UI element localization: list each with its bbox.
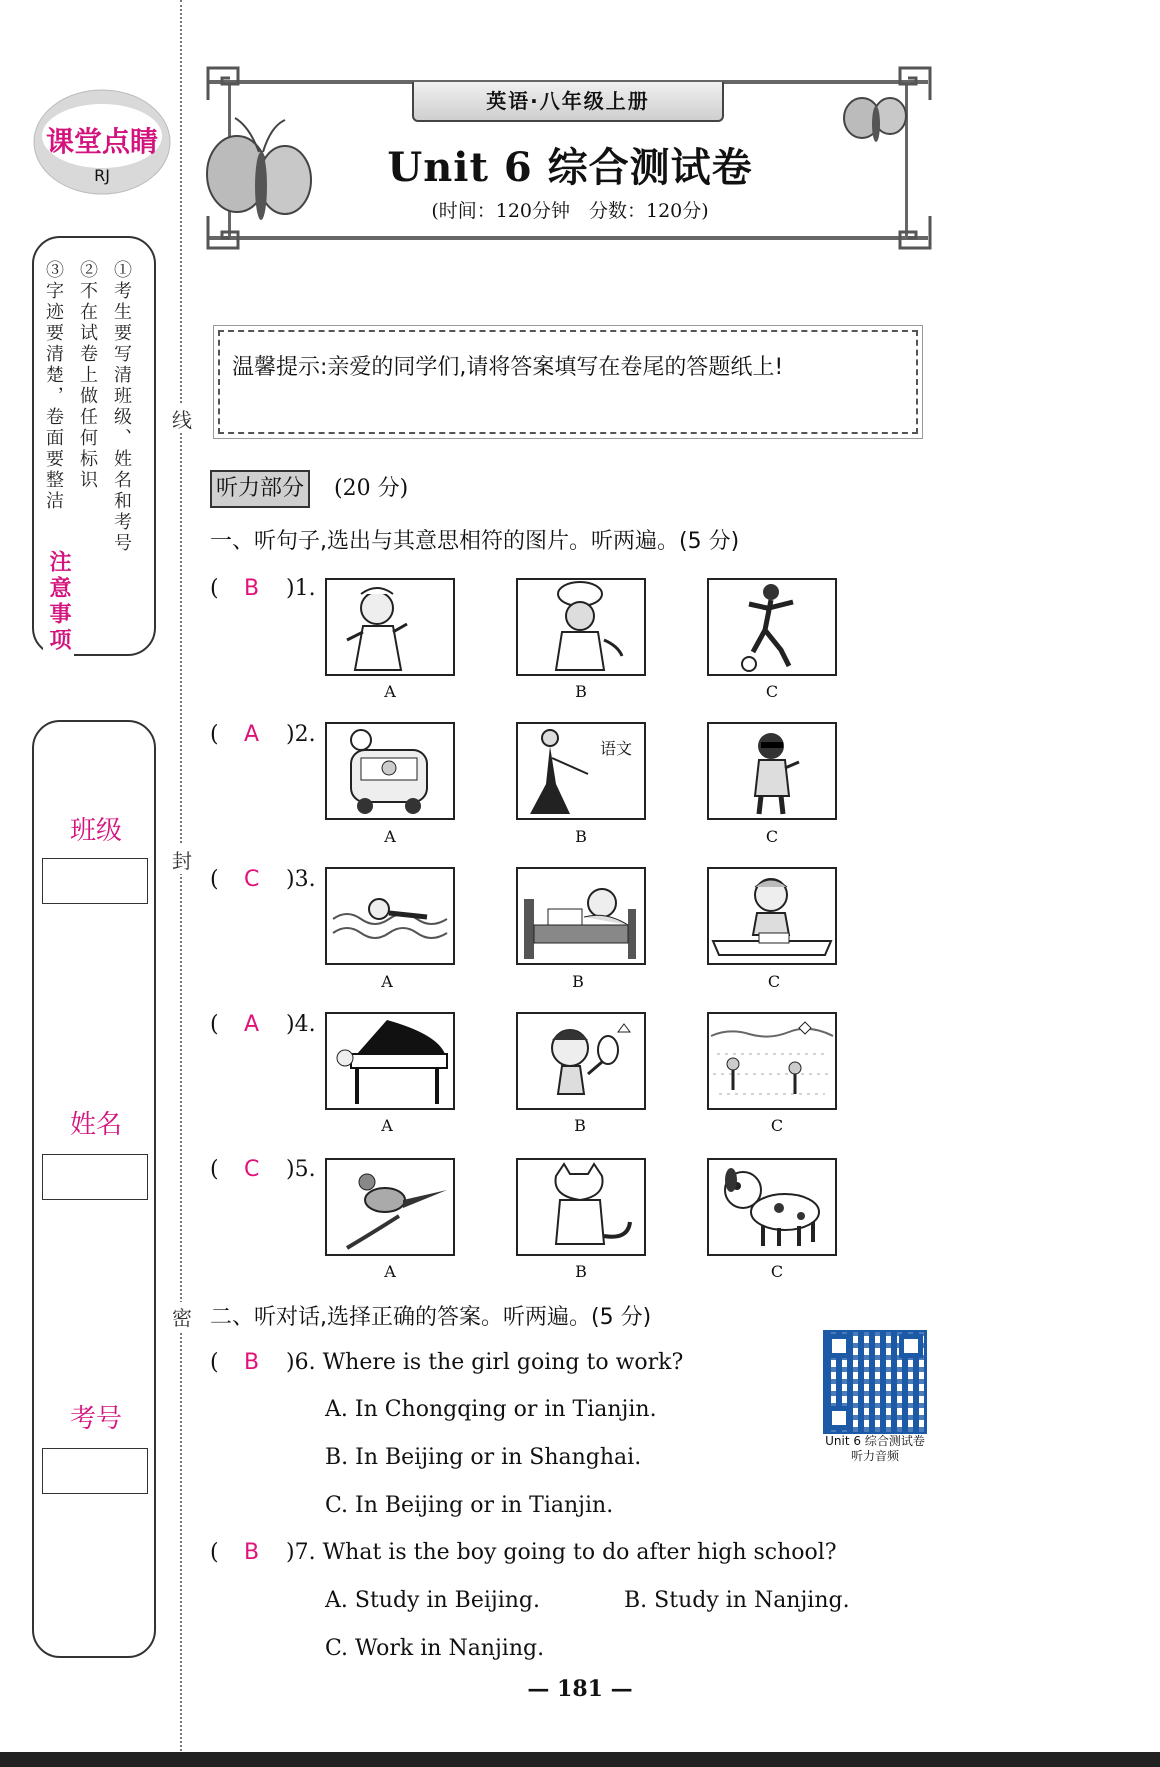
writing-boy-icon (707, 867, 837, 965)
option-6c: C. In Beijing or in Tianjin. (325, 1493, 614, 1518)
answer-7: B (244, 1540, 260, 1565)
bird-icon (325, 1158, 455, 1256)
question-6: )6. Where is the girl going to work? (286, 1350, 684, 1375)
qr-caption-line-1: Unit 6 综合测试卷 (825, 1434, 925, 1448)
answer-4: A (244, 1012, 260, 1037)
exam-time-score: (时间：120分钟 分数：120分) (431, 200, 709, 222)
qr-code-icon[interactable] (823, 1330, 927, 1434)
option-6a: A. In Chongqing or in Tianjin. (325, 1397, 657, 1422)
piano-icon (325, 1012, 455, 1110)
chef-icon (516, 578, 646, 676)
option-7b: B. Study in Nanjing. (624, 1588, 850, 1613)
question-paren: ( (210, 1157, 219, 1182)
publisher-logo (32, 88, 172, 196)
logo-sub: RJ (94, 166, 110, 185)
section1-title: 一、听句子,选出与其意思相符的图片。听两遍。(5 分) (210, 529, 740, 554)
cut-line (180, 0, 182, 1767)
question-number-3: )3. (286, 867, 316, 892)
soccer-player-icon (707, 578, 837, 676)
option-label: A (381, 1116, 393, 1135)
option-7a: A. Study in Beijing. (325, 1588, 540, 1613)
cut-mark-close: 密 (172, 1302, 192, 1331)
option-label: B (575, 827, 587, 846)
sleeping-icon (516, 867, 646, 965)
option-label: C (767, 972, 781, 991)
notice-item-2: ②不在试卷上做任何标识 (77, 260, 98, 491)
answer-3: C (244, 867, 260, 892)
option-label: C (770, 1262, 784, 1281)
cut-mark-seal: 封 (172, 845, 192, 874)
bus-driver-icon (325, 722, 455, 820)
class-field[interactable] (42, 858, 148, 904)
option-label: A (384, 682, 396, 701)
exam-number-label: 考号 (69, 1404, 122, 1434)
exam-number-field[interactable] (42, 1448, 148, 1494)
notice-title: 注意事项 (43, 546, 74, 658)
qr-caption-line-2: 听力音频 (850, 1449, 899, 1463)
question-paren: ( (210, 1350, 219, 1375)
banner-bottom-border (208, 236, 928, 240)
butterfly-icon (840, 84, 912, 156)
class-label: 班级 (69, 816, 122, 846)
name-field[interactable] (42, 1154, 148, 1200)
section2-title: 二、听对话,选择正确的答案。听两遍。(5 分) (210, 1305, 652, 1330)
picture-caption: 语文 (600, 739, 633, 758)
qr-caption (808, 1434, 942, 1464)
option-label: B (575, 1262, 587, 1281)
answer-5: C (244, 1157, 260, 1182)
listening-label: 听力部分 (210, 470, 310, 508)
option-label: A (381, 972, 393, 991)
corner-ornament-icon (204, 64, 254, 104)
name-label: 姓名 (69, 1110, 122, 1140)
option-label: A (384, 827, 396, 846)
answer-2: A (244, 722, 260, 747)
question-paren: ( (210, 722, 219, 747)
kite-field-icon (707, 1012, 837, 1110)
option-label: C (765, 682, 779, 701)
exam-title: Unit 6 综合测试卷 (387, 144, 753, 191)
notice-item-3: ③字迹要清楚，卷面要整洁 (43, 260, 64, 512)
question-paren: ( (210, 867, 219, 892)
option-label: B (575, 682, 587, 701)
student-info-box (32, 720, 156, 1658)
option-label: C (765, 827, 779, 846)
logo-text: 课堂点睛 (45, 125, 158, 158)
badminton-icon (516, 1012, 646, 1110)
option-label: C (770, 1116, 784, 1135)
question-paren: ( (210, 1012, 219, 1037)
tip-box: 温馨提示:亲爱的同学们,请将答案填写在卷尾的答题纸上! (218, 330, 918, 434)
answer-1: B (244, 576, 260, 601)
corner-ornament-icon (884, 212, 934, 252)
question-number-4: )4. (286, 1012, 316, 1037)
question-number-2: )2. (286, 722, 316, 747)
option-7c: C. Work in Nanjing. (325, 1636, 545, 1661)
singer-icon (707, 722, 837, 820)
option-6b: B. In Beijing or in Shanghai. (325, 1445, 642, 1470)
question-number-1: )1. (286, 576, 316, 601)
listening-score: (20 分) (334, 476, 409, 501)
bottom-bar (0, 1752, 1160, 1767)
butterfly-icon (205, 110, 315, 240)
question-number-5: )5. (286, 1157, 316, 1182)
option-label: B (572, 972, 584, 991)
doctor-icon (325, 578, 455, 676)
dog-icon (707, 1158, 837, 1256)
question-paren: ( (210, 1540, 219, 1565)
option-label: B (574, 1116, 586, 1135)
notice-item-1: ①考生要写清班级、姓名和考号 (111, 260, 132, 554)
page-number: — 181 — (527, 1676, 633, 1702)
question-paren: ( (210, 576, 219, 601)
question-7: )7. What is the boy going to do after high school? (286, 1540, 837, 1565)
cut-mark-line: 线 (172, 404, 192, 433)
cat-icon (516, 1158, 646, 1256)
book-tab: 英语·八年级上册 (412, 82, 724, 122)
answer-6: B (244, 1350, 260, 1375)
teacher-icon (516, 722, 646, 820)
swimmer-icon (325, 867, 455, 965)
option-label: A (384, 1262, 396, 1281)
